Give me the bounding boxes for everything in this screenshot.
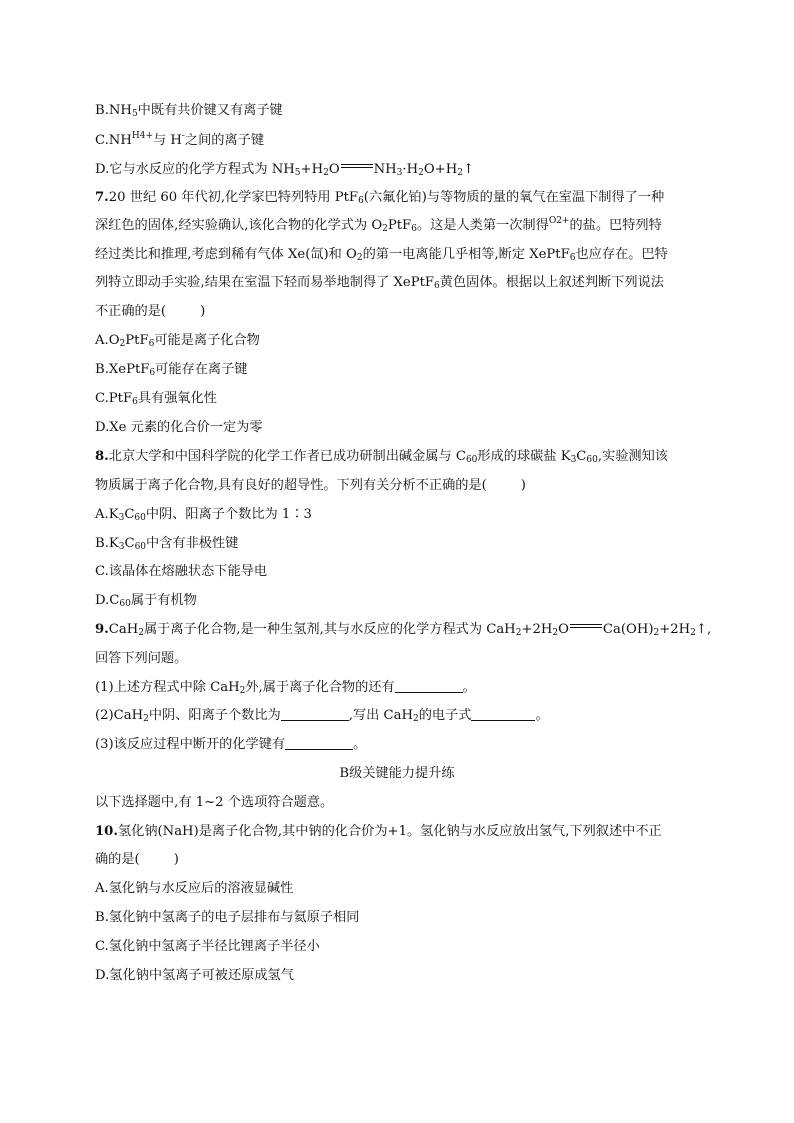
answer-blank[interactable] xyxy=(471,706,535,721)
question-9-part-1: (1)上述方程式中除 CaH$_2$外,属于离子化合物的还有 。 xyxy=(95,680,476,696)
equals-sign xyxy=(569,622,603,632)
section-heading: B级关键能力提升练 xyxy=(339,766,455,781)
option-6b: $B.NH_5$中既有共价键又有离子键 xyxy=(95,103,283,119)
question-8-stem: 8.北京大学和中国科学院的化学工作者已成功研制出碱金属与 $C_{60}$形成的球碳盐 $K_3C_{60}$,实验测知该 xyxy=(95,449,668,465)
question-9-part-3: (3)该反应过程中断开的化学键有 。 xyxy=(95,737,367,752)
option-8a: $A.K_3C_{60}$中阴、阳离子个数比为 1∶3 xyxy=(95,507,312,523)
option-6c: $C.NH^{H4+}$与 H-之间的离子键 xyxy=(95,131,265,148)
question-9-stem: 9.CaH$_2$属于离子化合物,是一种生氢剂,其与水反应的化学方程式为 $CaH_2+2H_2O$ $Ca(OH)_2+2H_2↑$, xyxy=(95,622,712,638)
option-7c: C.PtF$_6$具有强氧化性 xyxy=(95,391,217,407)
question-10-prompt: 确的是( ) xyxy=(95,852,179,867)
answer-blank[interactable] xyxy=(285,735,353,750)
option-10c: C.氢化钠中氢离子半径比锂离子半径小 xyxy=(95,939,320,954)
question-9-prompt: 回答下列问题。 xyxy=(95,651,188,666)
question-10-stem: 10.氢化钠(NaH)是离子化合物,其中钠的化合价为+1。氢化钠与水反应放出氢气,下列叙述中不正 xyxy=(95,824,662,839)
option-7a: $A.O_2PtF_6$可能是离子化合物 xyxy=(95,333,260,349)
question-7-prompt: 不正确的是( ) xyxy=(95,304,206,319)
answer-blank[interactable] xyxy=(395,678,463,693)
option-8c: C.该晶体在熔融状态下能导电 xyxy=(95,564,268,579)
option-10b: B.氢化钠中氢离子的电子层排布与氦原子相同 xyxy=(95,910,360,925)
question-7-text: 经过类比和推理,考虑到稀有气体 Xe(氙)和 $O_2$的第一电离能几乎相等,断定 XePtF$_6$也应存在。巴特 xyxy=(95,247,668,263)
option-10a: A.氢化钠与水反应后的溶液显碱性 xyxy=(95,881,294,896)
question-9-part-2: (2)CaH$_2$中阴、阳离子个数比为 ,写出 CaH$_2$的电子式 。 xyxy=(95,708,549,724)
option-8b: $B.K_3C_{60}$中含有非极性键 xyxy=(95,536,239,552)
question-8-prompt: 物质属于离子化合物,具有良好的超导性。下列有关分析不正确的是( ) xyxy=(95,478,526,493)
equals-sign xyxy=(340,162,374,172)
option-8d: $D.C_{60}$属于有机物 xyxy=(95,593,197,609)
answer-blank[interactable] xyxy=(281,706,349,721)
question-7-text: 深红色的固体,经实验确认,该化合物的化学式为 $O_2PtF_6$。这是人类第一次制得$^{O2+}$的盐。巴特列特 xyxy=(95,216,662,234)
option-7d: D.Xe 元素的化合价一定为零 xyxy=(95,420,263,435)
section-instruction: 以下选择题中,有 1~2 个选项符合题意。 xyxy=(95,795,334,810)
question-7-stem: 7.20 世纪 60 年代初,化学家巴特列特用 PtF$_6$(六氟化铂)与等物质的量的氧气在室温下制得了一种 xyxy=(95,190,665,206)
option-10d: D.氢化钠中氢离子可被还原成氢气 xyxy=(95,968,294,983)
question-7-text: 列特立即动手实验,结果在室温下轻而易举地制得了 XePtF$_6$黄色固体。根据以上叙述判断下列说法 xyxy=(95,275,664,291)
option-7b: B.XePtF$_6$可能存在离子键 xyxy=(95,362,248,378)
option-6d: D.它与水反应的化学方程式为 $NH_5+H_2O$ $NH_3\cdot H_2O+H_2↑$ xyxy=(95,162,475,178)
